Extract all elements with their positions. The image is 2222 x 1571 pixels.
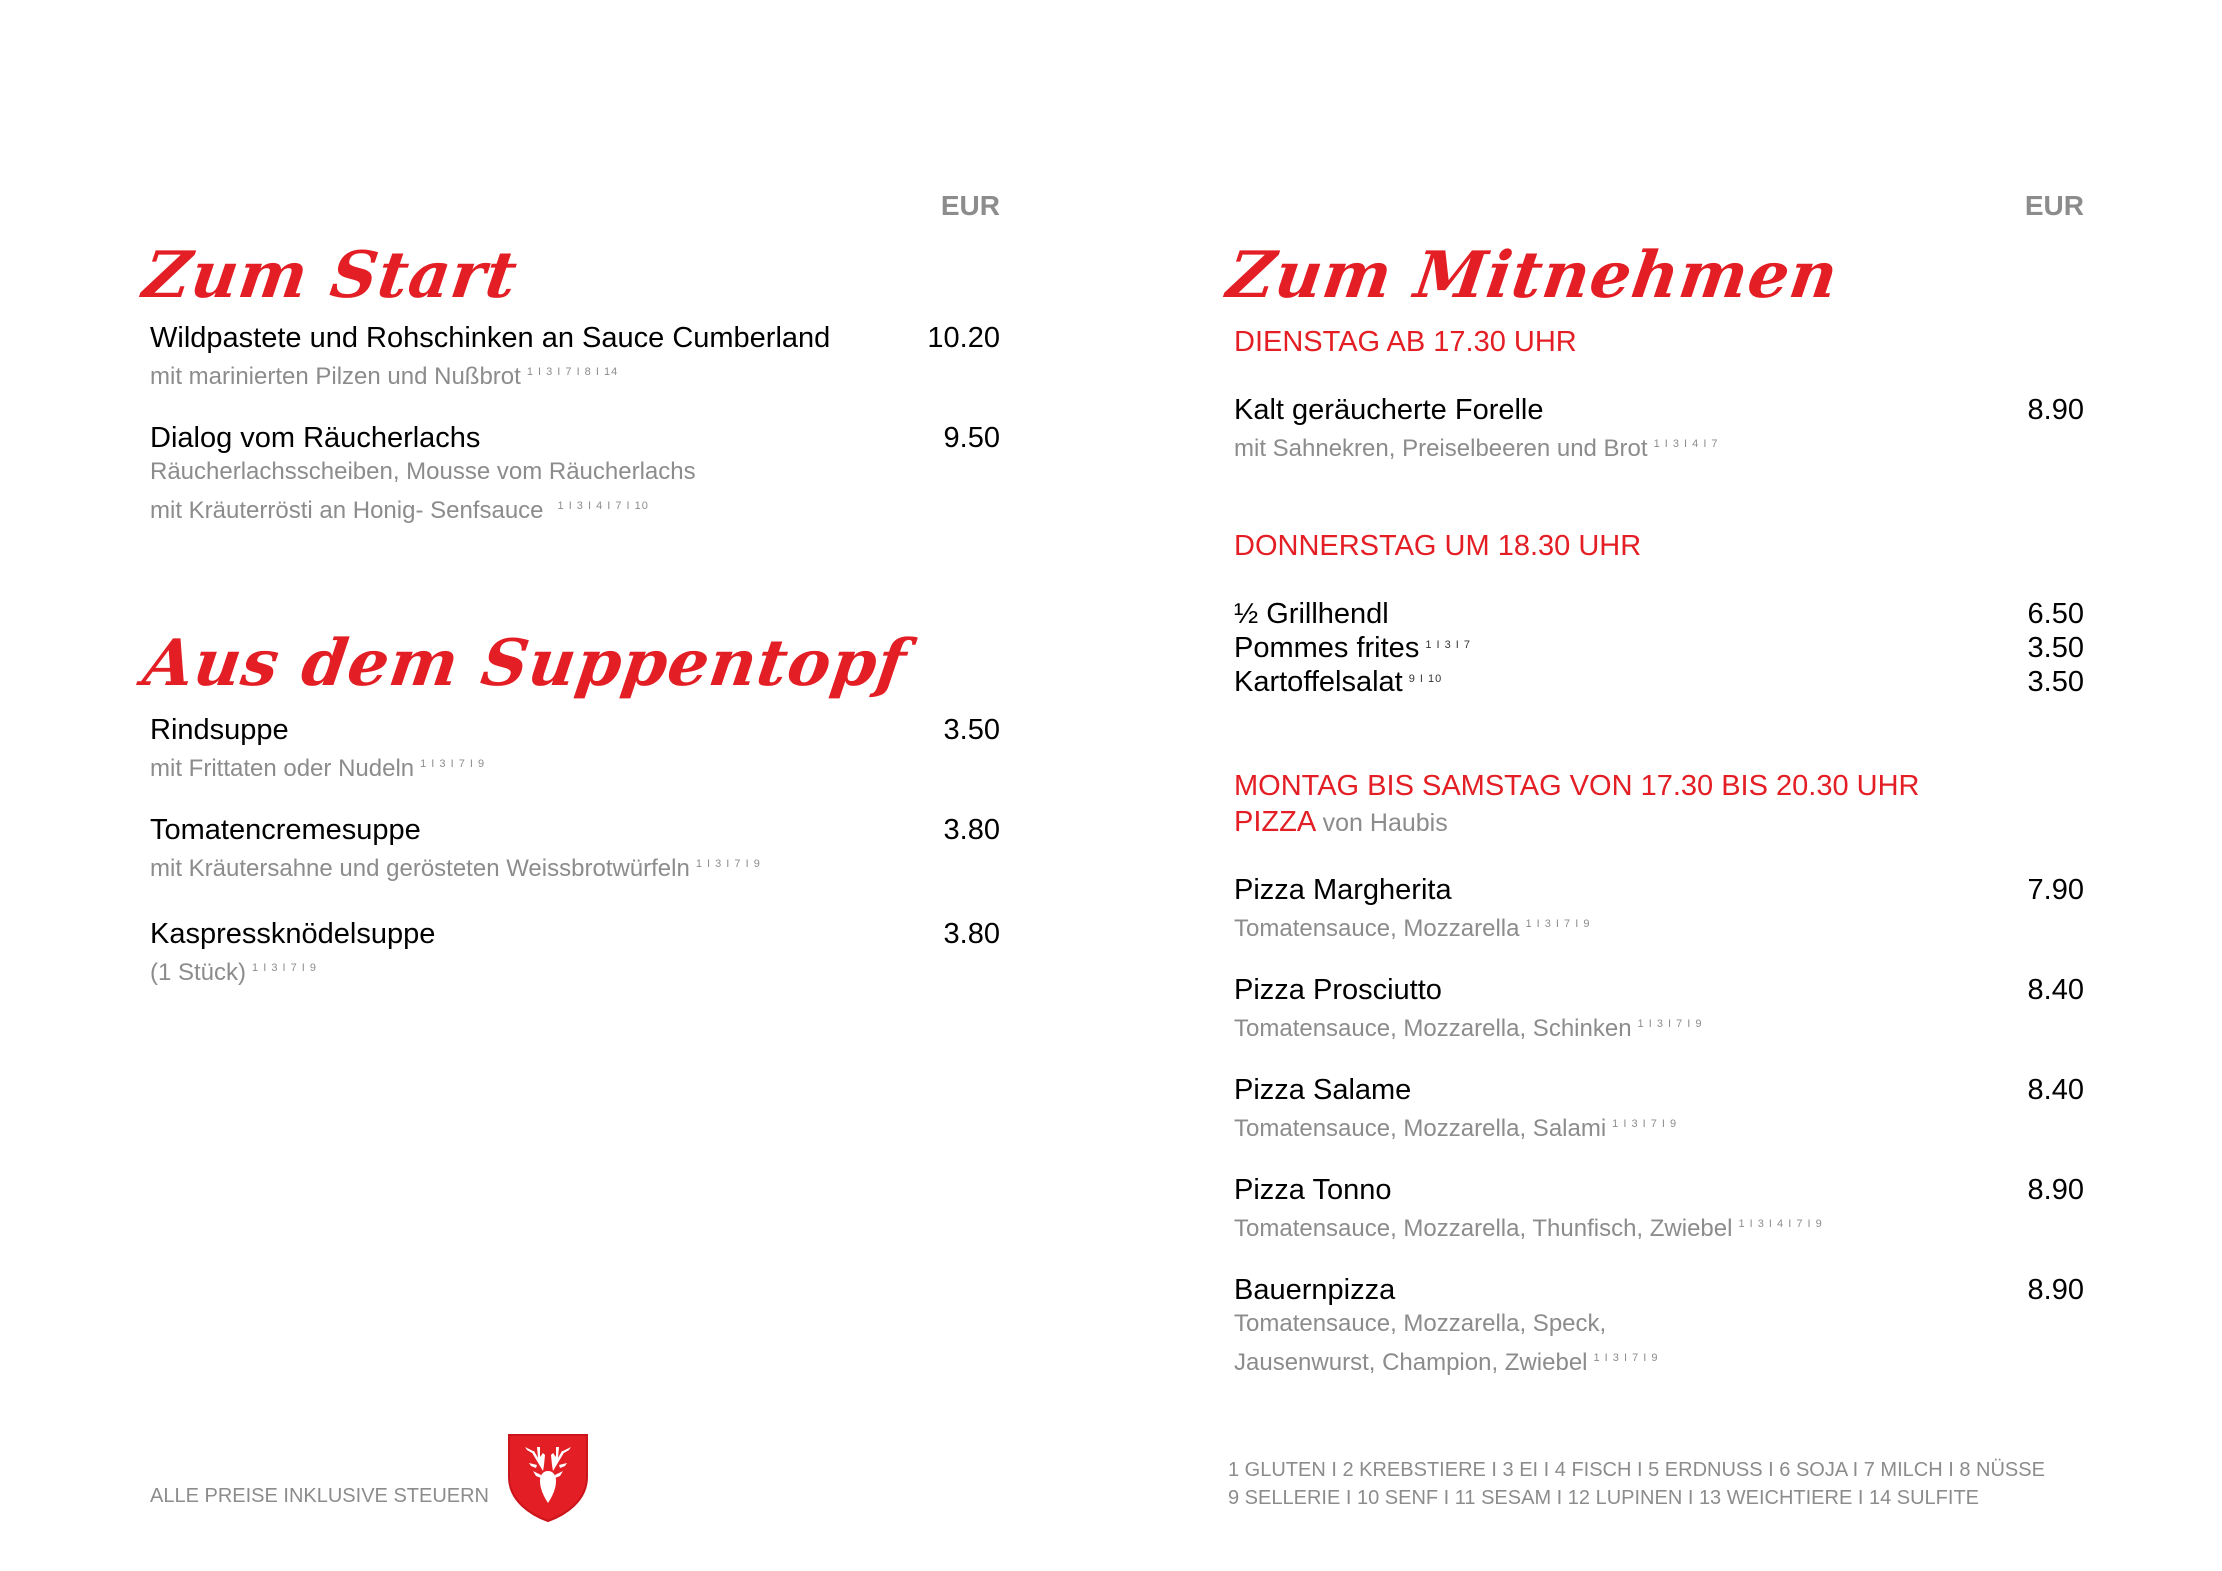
menu-item (150, 714, 1000, 786)
allergen-codes: 1 I 3 I 7 I 9 (252, 962, 318, 974)
allergen-codes: 1 I 3 I 7 I 9 (420, 758, 486, 770)
allergen-codes: 1 I 3 I 7 I 8 I 14 (526, 366, 619, 378)
section-title-zum-mitnehmen: Zum Mitnehmen (1222, 238, 1843, 313)
pizza-label: PIZZA von Haubis (1234, 806, 1448, 838)
menu-item (1234, 598, 2084, 631)
allergen-codes: 1 I 3 I 7 I 9 (1637, 1018, 1703, 1030)
menu-item (1234, 1074, 2084, 1146)
schedule-heading-tuesday: DIENSTAG AB 17.30 UHR (1234, 326, 1577, 358)
item-price: 3.80 (943, 814, 1000, 846)
item-price: 8.40 (2027, 1074, 2084, 1106)
currency-label: EUR (2024, 190, 2084, 221)
allergen-codes: 1 I 3 I 7 I 9 (1525, 918, 1591, 930)
item-name: Pizza Salame (1234, 1074, 1412, 1106)
allergen-codes: 1 I 3 I 7 I 9 (695, 858, 761, 870)
allergen-legend-line: 1 GLUTEN I 2 KREBSTIERE I 3 EI I 4 FISCH I 5 ERDNUSS I 6 SOJA I 7 MILCH I 8 NÜSSE (1228, 1459, 2045, 1481)
menu-item (150, 918, 1000, 990)
allergen-codes: 1 I 3 I 7 (1425, 639, 1472, 651)
schedule-heading-thursday: DONNERSTAG UM 18.30 UHR (1234, 530, 1642, 562)
menu-item (1234, 1174, 2084, 1246)
item-description: Tomatensauce, Mozzarella $^{1 I 3 I 7 I 9}$ (1234, 915, 1591, 942)
item-price: 3.80 (943, 918, 1000, 950)
item-price: 8.90 (2027, 1174, 2084, 1206)
item-name: Pizza Tonno (1234, 1174, 1392, 1206)
item-description: Räucherlachsscheiben, Mousse vom Räucherlachs mit Kräuterrösti an Honig- Senfsauce $^{1 I 3 I 4 I 7 I 10}$ (150, 458, 696, 524)
item-price: 7.90 (2027, 874, 2084, 906)
deer-shield-logo (503, 1431, 593, 1523)
item-description: (1 Stück) $^{1 I 3 I 7 I 9}$ (150, 959, 318, 986)
item-description: mit Kräutersahne und gerösteten Weissbrotwürfeln $^{1 I 3 I 7 I 9}$ (150, 855, 761, 882)
item-name: Dialog vom Räucherlachs (150, 422, 481, 454)
item-price: 8.90 (2027, 394, 2084, 426)
currency-label: EUR (940, 190, 1000, 221)
section-title-suppentopf: Aus dem Suppentopf (138, 626, 912, 701)
item-name: Bauernpizza (1234, 1274, 1396, 1306)
item-name: Tomatencremesuppe (150, 814, 421, 846)
item-price: 3.50 (943, 714, 1000, 746)
item-name: Kalt geräucherte Forelle (1234, 394, 1544, 426)
schedule-heading-pizza: MONTAG BIS SAMSTAG VON 17.30 BIS 20.30 UHR (1234, 770, 1920, 802)
item-name: Wildpastete und Rohschinken an Sauce Cumberland (150, 322, 831, 354)
item-name: Kartoffelsalat $^{9 I 10}$ (1234, 666, 1443, 698)
item-description: Tomatensauce, Mozzarella, Speck, Jausenwurst, Champion, Zwiebel $^{1 I 3 I 7 I 9}$ (1234, 1310, 1659, 1376)
item-description: mit Frittaten oder Nudeln $^{1 I 3 I 7 I 9}$ (150, 755, 486, 782)
item-price: 9.50 (943, 422, 1000, 454)
item-name: ½ Grillhendl (1234, 598, 1389, 630)
item-name: Rindsuppe (150, 714, 289, 746)
menu-item (1234, 666, 2084, 699)
menu-item (1234, 632, 2084, 665)
allergen-codes: 1 I 3 I 4 I 7 I 10 (557, 500, 649, 512)
allergen-codes: 9 I 10 (1408, 673, 1443, 685)
allergen-codes: 1 I 3 I 4 I 7 (1653, 438, 1719, 450)
allergen-legend (1228, 1456, 2045, 1512)
price-note: ALLE PREISE INKLUSIVE STEUERN (150, 1485, 490, 1507)
allergen-codes: 1 I 3 I 4 I 7 I 9 (1738, 1218, 1823, 1230)
item-description: Tomatensauce, Mozzarella, Salami $^{1 I 3 I 7 I 9}$ (1234, 1115, 1678, 1142)
menu-item (150, 814, 1000, 886)
item-name: Pizza Margherita (1234, 874, 1452, 906)
menu-item (1234, 874, 2084, 946)
item-price: 8.90 (2027, 1274, 2084, 1306)
item-price: 10.20 (927, 322, 1000, 354)
menu-item (150, 322, 1000, 394)
item-price: 8.40 (2027, 974, 2084, 1006)
menu-item (150, 422, 1000, 528)
pizza-supplier: von Haubis (1322, 809, 1448, 837)
item-description: mit Sahnekren, Preiselbeeren und Brot $^{1 I 3 I 4 I 7}$ (1234, 435, 1719, 462)
item-description: mit marinierten Pilzen und Nußbrot $^{1 I 3 I 7 I 8 I 14}$ (150, 363, 619, 390)
menu-item (1234, 394, 2084, 466)
item-description: Tomatensauce, Mozzarella, Schinken $^{1 I 3 I 7 I 9}$ (1234, 1015, 1703, 1042)
item-description: Tomatensauce, Mozzarella, Thunfisch, Zwiebel $^{1 I 3 I 4 I 7 I 9}$ (1234, 1215, 1823, 1242)
item-name: Pommes frites $^{1 I 3 I 7}$ (1234, 632, 1472, 664)
item-price: 6.50 (2027, 598, 2084, 630)
allergen-codes: 1 I 3 I 7 I 9 (1612, 1118, 1678, 1130)
item-name: Kaspressknödelsuppe (150, 918, 436, 950)
menu-item (1234, 974, 2084, 1046)
item-price: 3.50 (2027, 632, 2084, 664)
allergen-legend-line: 9 SELLERIE I 10 SENF I 11 SESAM I 12 LUPINEN I 13 WEICHTIERE I 14 SULFITE (1228, 1487, 1980, 1509)
menu-item (1234, 1274, 2084, 1380)
item-name: Pizza Prosciutto (1234, 974, 1442, 1006)
item-price: 3.50 (2027, 666, 2084, 698)
section-title-zum-start: Zum Start (138, 238, 523, 313)
allergen-codes: 1 I 3 I 7 I 9 (1593, 1352, 1659, 1364)
